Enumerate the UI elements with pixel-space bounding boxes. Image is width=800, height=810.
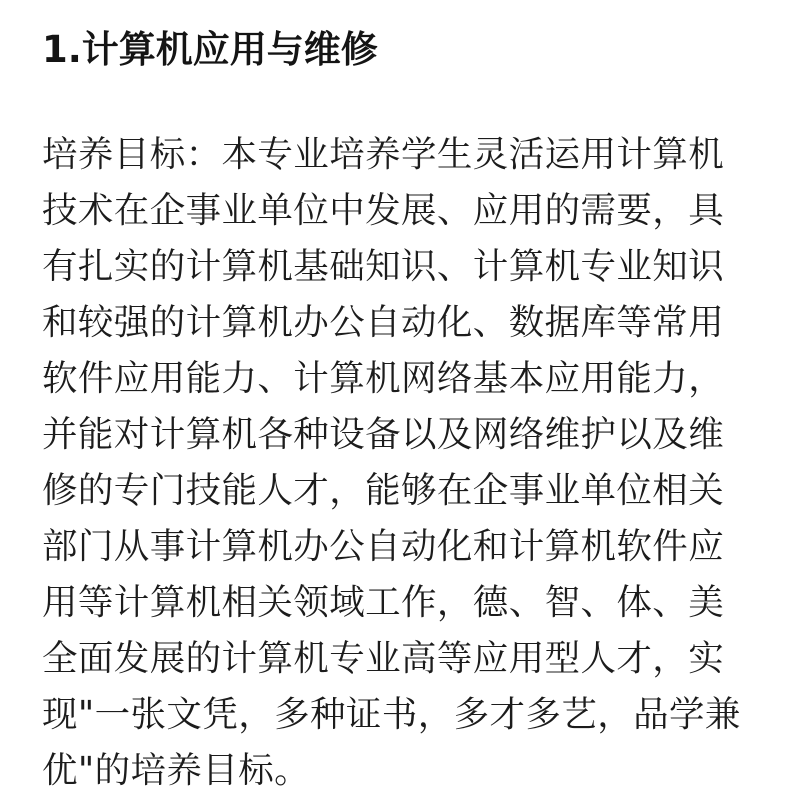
paragraph-line: 培养目标：本专业培养学生灵活运用计算机 [42,134,725,175]
paragraph-line: 现"一张文凭，多种证书，多才多艺，品学兼 [42,694,741,735]
paragraph-line: 部门从事计算机办公自动化和计算机软件应 [42,526,725,567]
paragraph-line: 技术在企事业单位中发展、应用的需要，具 [42,190,725,231]
section-title: 1.计算机应用与维修 [42,28,378,71]
paragraph-line: 全面发展的计算机专业高等应用型人才，实 [42,638,725,679]
paragraph-line: 有扎实的计算机基础知识、计算机专业知识 [42,246,725,287]
paragraph-line: 用等计算机相关领域工作，德、智、体、美 [42,582,725,623]
paragraph-line: 并能对计算机各种设备以及网络维护以及维 [42,414,725,455]
paragraph-line: 和较强的计算机办公自动化、数据库等常用 [42,302,725,343]
paragraph-line: 优"的培养目标。 [42,750,311,791]
paragraph-line: 修的专门技能人才，能够在企事业单位相关 [42,470,725,511]
paragraph-line: 软件应用能力、计算机网络基本应用能力， [42,358,725,399]
paragraph [42,127,772,799]
